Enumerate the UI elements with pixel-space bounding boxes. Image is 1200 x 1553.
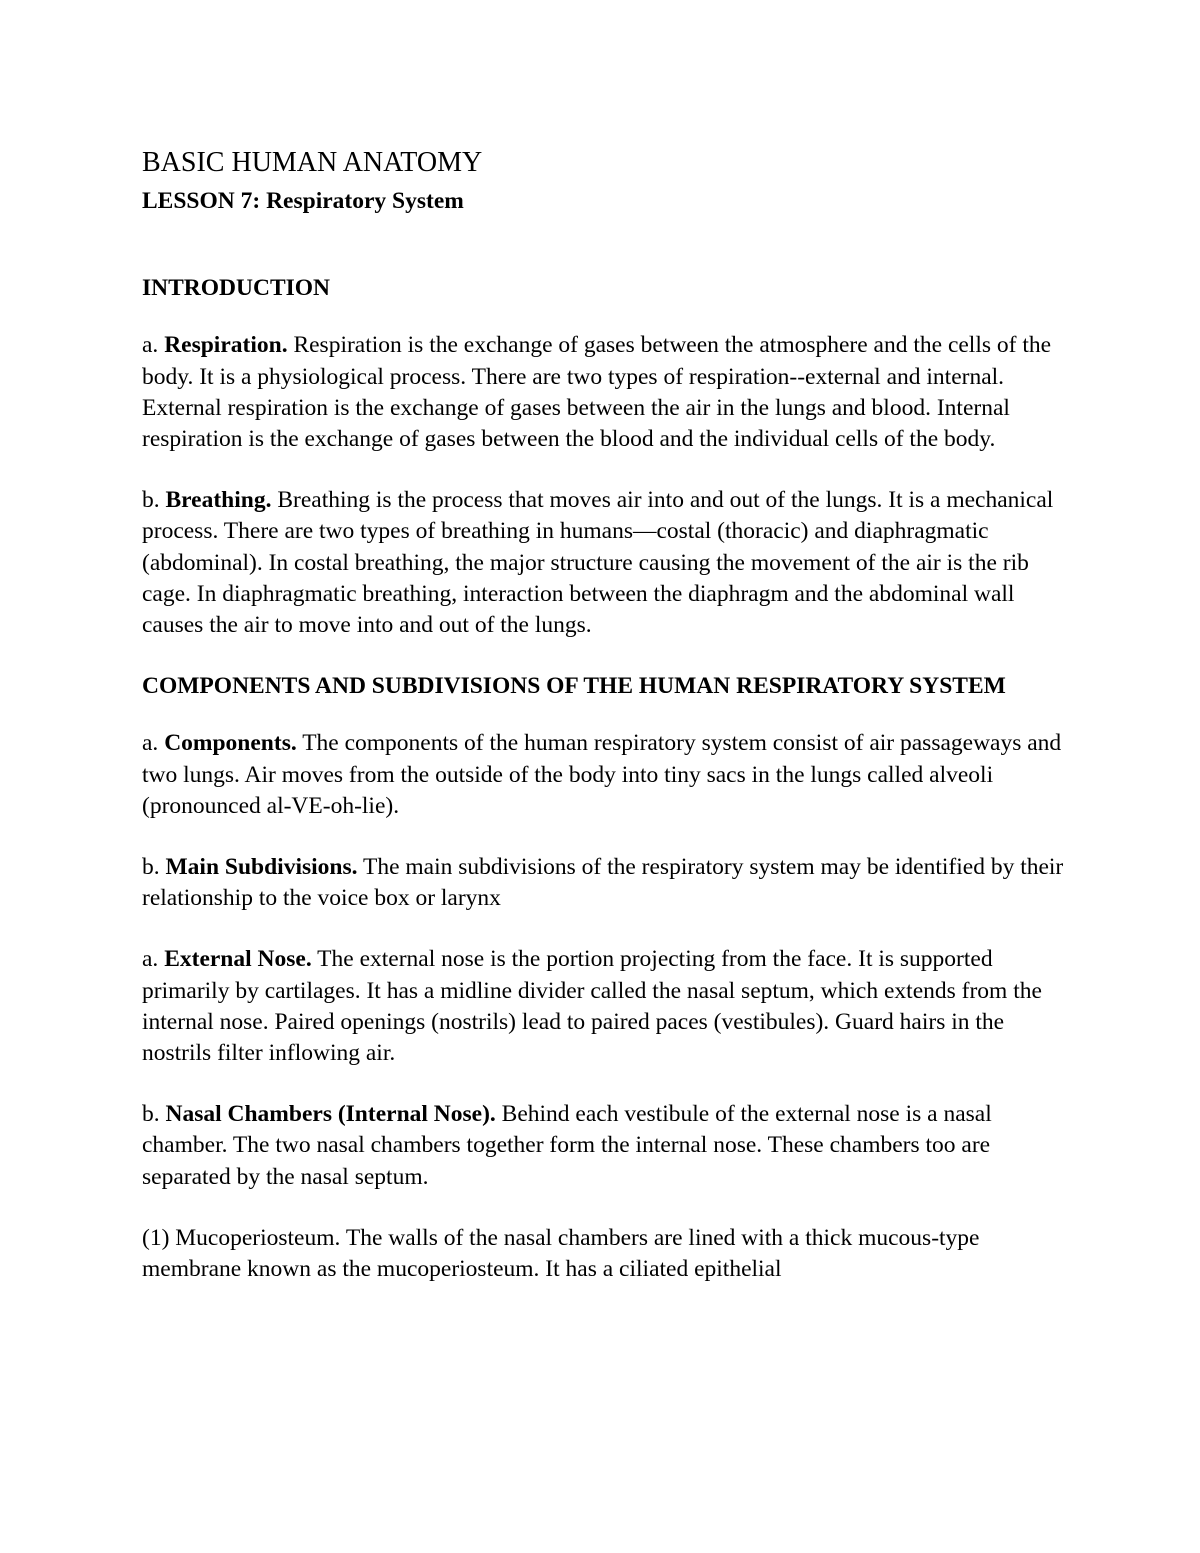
respiration-text: Respiration is the exchange of gases between the atmosphere and the cells of the body. It is a physiological process. There are two types of respiration--external and internal. External respiration is the exchange of gases between the air in the lungs and blood. Internal respiration is the exchange of gases between the blood and the individual cells of the body. <box>142 332 1052 453</box>
list-marker: a. <box>142 730 159 757</box>
term-breathing: Breathing. <box>165 487 272 514</box>
main-subdivisions-text: The main subdivisions of the respiratory system may be identified by their relationship to the voice box or larynx <box>142 854 1064 912</box>
nasal-chambers-paragraph <box>142 1099 1072 1193</box>
term-respiration: Respiration. <box>164 332 288 359</box>
components-heading: COMPONENTS AND SUBDIVISIONS OF THE HUMAN RESPIRATORY SYSTEM <box>142 673 1006 700</box>
introduction-heading: INTRODUCTION <box>142 275 331 302</box>
lesson-number: LESSON 7: <box>142 188 261 214</box>
components-paragraph <box>142 728 1072 822</box>
list-marker: a. <box>142 332 159 359</box>
list-marker: b. <box>142 1101 160 1128</box>
respiration-paragraph <box>142 330 1072 455</box>
breathing-text: Breathing is the process that moves air into and out of the lungs. It is a mechanical process. There are two types of breathing in humans—costal (thoracic) and diaphragmatic (abdominal). In costal breathing, the major structure causing the movement of the air is the rib cage. In diaphragmatic breathing, interaction between the diaphragm and the abdominal wall causes the air to move into and out of the lungs. <box>142 487 1054 639</box>
mucoperiosteum-paragraph <box>142 1223 1072 1285</box>
term-components: Components. <box>164 730 297 757</box>
term-nasal-chambers: Nasal Chambers (Internal Nose). <box>165 1101 496 1128</box>
breathing-paragraph <box>142 485 1072 641</box>
lesson-name: Respiratory System <box>266 188 464 214</box>
document-page <box>142 146 1072 1285</box>
main-subdivisions-paragraph <box>142 852 1072 914</box>
components-text: The components of the human respiratory system consist of air passageways and two lungs. Air moves from the outside of the body into tiny sacs in the lungs called alveoli (pronounced al-VE-oh-lie). <box>142 730 1062 819</box>
document-title: BASIC HUMAN ANATOMY <box>142 147 483 178</box>
term-main-subdivisions: Main Subdivisions. <box>165 854 358 881</box>
list-marker: b. <box>142 487 160 514</box>
external-nose-text: The external nose is the portion projecting from the face. It is supported primarily by cartilages. It has a midline divider called the nasal septum, which extends from the internal nose. Paired openings (nostrils) lead to paired paces (vestibules). Guard hairs in the nostrils filter inflowing air. <box>142 946 1042 1067</box>
mucoperiosteum-text: (1) Mucoperiosteum. The walls of the nasal chambers are lined with a thick mucous-type membrane known as the mucoperiosteum. It has a ciliated epithelial <box>142 1224 980 1283</box>
lesson-title <box>142 186 1072 217</box>
external-nose-paragraph <box>142 944 1072 1069</box>
nasal-chambers-text: Behind each vestibule of the external nose is a nasal chamber. The two nasal chambers together form the internal nose. These chambers too are separated by the nasal septum. <box>142 1101 992 1190</box>
term-external-nose: External Nose. <box>164 946 312 973</box>
list-marker: b. <box>142 854 160 881</box>
list-marker: a. <box>142 946 159 973</box>
